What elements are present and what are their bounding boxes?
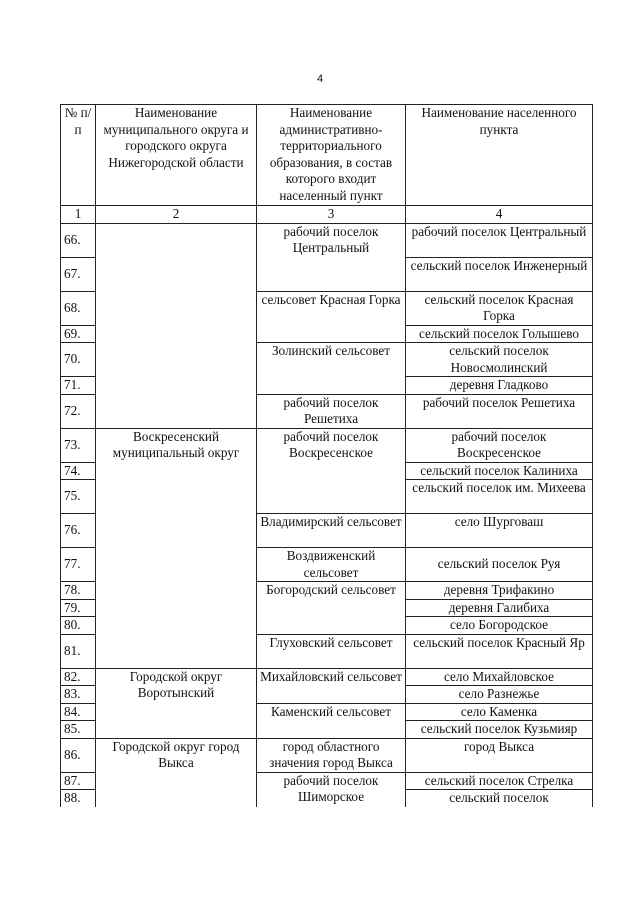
table-row [61, 668, 593, 686]
row-number: 66. [61, 223, 96, 257]
settlement-cell: сельский поселок Голышево [406, 325, 593, 343]
settlement-cell: сельский поселок Калиниха [406, 462, 593, 480]
row-number: 81. [61, 634, 96, 668]
row-number: 76. [61, 514, 96, 548]
table-header-row [61, 105, 593, 206]
settlement-cell: сельский поселок Кузьмияр [406, 721, 593, 739]
admin-unit-cell: город областного значения город Выкса [257, 738, 406, 772]
settlement-cell: сельский поселок Инженерный [406, 257, 593, 291]
settlement-cell: деревня Гладково [406, 377, 593, 395]
row-number: 69. [61, 325, 96, 343]
row-number: 74. [61, 462, 96, 480]
settlement-cell: рабочий поселок Решетиха [406, 394, 593, 428]
row-number: 70. [61, 343, 96, 377]
row-number: 67. [61, 257, 96, 291]
admin-unit-cell: рабочий поселок Решетиха [257, 394, 406, 428]
row-number: 83. [61, 686, 96, 704]
district-cell [96, 223, 257, 428]
settlement-cell: сельский поселок Стрелка [406, 772, 593, 790]
row-number: 80. [61, 617, 96, 635]
row-number: 78. [61, 582, 96, 600]
header-district: Наименование муниципального округа и городского округа Нижегородской области [96, 105, 257, 206]
settlement-cell: село Разнежье [406, 686, 593, 704]
admin-unit-cell: Владимирский сельсовет [257, 514, 406, 548]
settlement-cell: сельский поселок Красный Яр [406, 634, 593, 668]
table-row [61, 223, 593, 257]
column-index: 1 [61, 206, 96, 224]
row-number: 85. [61, 721, 96, 739]
settlement-cell: деревня Трифакино [406, 582, 593, 600]
row-number: 88. [61, 790, 96, 807]
row-number: 86. [61, 738, 96, 772]
settlement-cell: сельский поселок Новосмолинский [406, 343, 593, 377]
settlement-cell: село Богородское [406, 617, 593, 635]
column-index: 3 [257, 206, 406, 224]
district-cell: Городской округ Воротынский [96, 668, 257, 738]
table-row [61, 428, 593, 462]
row-number: 87. [61, 772, 96, 790]
header-admin-unit: Наименование административно-территориального образования, в состав которого входит населенный пункт [257, 105, 406, 206]
row-number: 79. [61, 599, 96, 617]
settlement-cell: рабочий поселок Воскресенское [406, 428, 593, 462]
row-number: 68. [61, 291, 96, 325]
column-index: 2 [96, 206, 257, 224]
page-number: 4 [316, 73, 324, 85]
admin-unit-cell: Богородский сельсовет [257, 582, 406, 635]
settlement-cell: село Шурговаш [406, 514, 593, 548]
row-number: 71. [61, 377, 96, 395]
admin-unit-cell: Воздвиженский сельсовет [257, 548, 406, 582]
settlement-cell: село Каменка [406, 703, 593, 721]
settlement-cell: сельский поселок Красная Горка [406, 291, 593, 325]
admin-unit-cell: Глуховский сельсовет [257, 634, 406, 668]
admin-unit-cell: рабочий поселок Воскресенское [257, 428, 406, 514]
row-number: 77. [61, 548, 96, 582]
table-row [61, 738, 593, 772]
settlement-cell: деревня Галибиха [406, 599, 593, 617]
admin-unit-cell: рабочий поселок Центральный [257, 223, 406, 291]
header-number: № п/п [61, 105, 96, 206]
settlement-cell: сельский поселок им. Михеева [406, 480, 593, 514]
settlement-cell: село Михайловское [406, 668, 593, 686]
row-number: 73. [61, 428, 96, 462]
district-cell: Городской округ город Выкса [96, 738, 257, 807]
admin-unit-cell: рабочий поселок Шиморское [257, 772, 406, 807]
column-index: 4 [406, 206, 593, 224]
header-settlement: Наименование населенного пункта [406, 105, 593, 206]
admin-unit-cell: Золинский сельсовет [257, 343, 406, 395]
settlement-cell: рабочий поселок Центральный [406, 223, 593, 257]
admin-unit-cell: сельсовет Красная Горка [257, 291, 406, 343]
row-number: 72. [61, 394, 96, 428]
row-number: 75. [61, 480, 96, 514]
admin-unit-cell: Каменский сельсовет [257, 703, 406, 738]
district-cell: Воскресенский муниципальный округ [96, 428, 257, 668]
row-number: 84. [61, 703, 96, 721]
settlement-cell: сельский поселок [406, 790, 593, 807]
admin-unit-cell: Михайловский сельсовет [257, 668, 406, 703]
column-index-row [61, 206, 593, 224]
settlement-cell: город Выкса [406, 738, 593, 772]
settlements-table [60, 104, 593, 807]
row-number: 82. [61, 668, 96, 686]
settlement-cell: сельский поселок Руя [406, 548, 593, 582]
